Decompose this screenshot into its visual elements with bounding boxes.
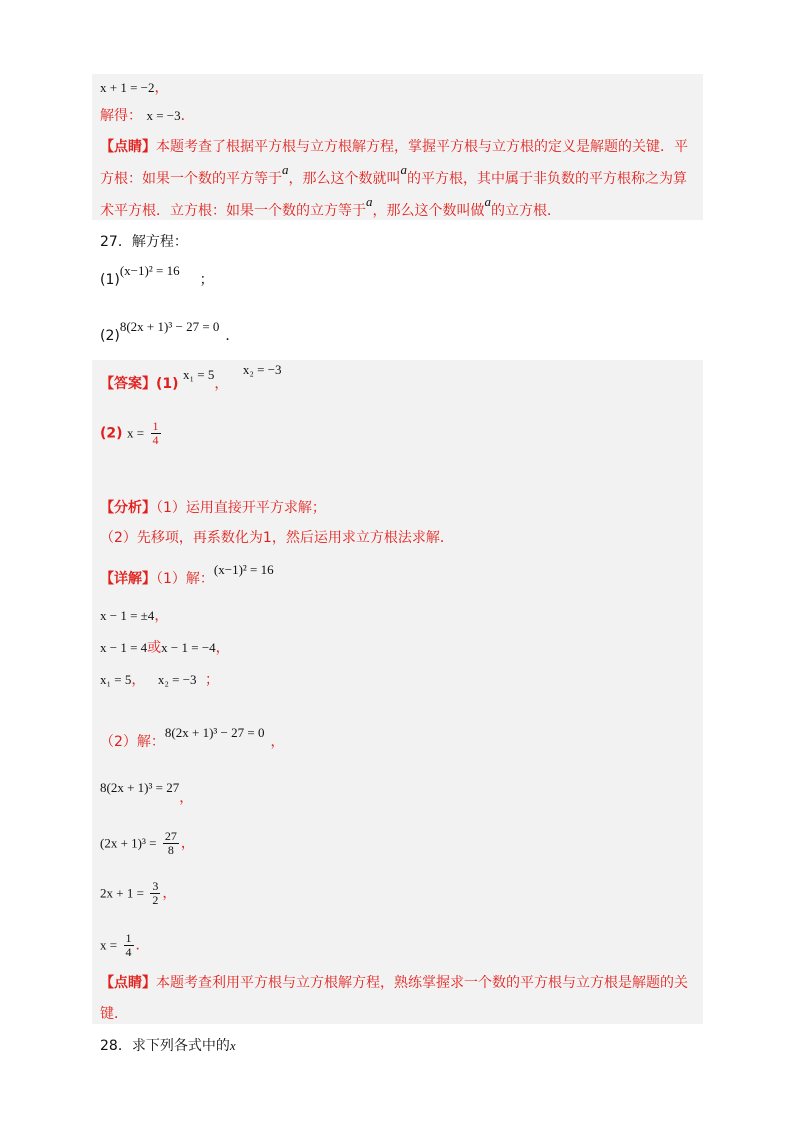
detail-step-1: x − 1 = ±4，: [100, 608, 169, 624]
answer-tag: 【答案】: [100, 376, 156, 392]
detail-part-2: （2）解：8(2x + 1)³ − 27 = 0，: [100, 725, 285, 750]
math-var: a: [484, 194, 491, 209]
math-expression: x₁ = 5: [183, 367, 215, 382]
math-expression: x = −3: [146, 108, 181, 123]
analysis-line-2: （2）先移项，再系数化为1，然后运用求立方根法求解．: [100, 530, 454, 546]
solve-label: 解得：: [100, 108, 142, 124]
fraction: $\frac{1}{4}$: [152, 419, 159, 447]
math-expression: (x−1)² = 16: [213, 562, 274, 577]
problem-27-part2: (2)8(2x + 1)³ − 27 = 0．: [100, 319, 240, 344]
math-var: a: [366, 194, 373, 209]
comment2-line-1: 【点睛】本题考查利用平方根与立方根解方程，熟练掌握求一个数的平方根与立方根是解题的关: [100, 975, 688, 991]
detail-line: 【详解】（1）解：(x−1)² = 16: [100, 562, 274, 587]
detail-part2-step-2: (2x + 1)³ = $\frac{27}{8}$ ，: [100, 829, 195, 857]
analysis-tag: 【分析】: [100, 500, 156, 516]
detail-part2-step-1: 8(2x + 1)³ = 27，: [100, 780, 194, 806]
analysis-line-1: 【分析】（1）运用直接开平方求解；: [100, 500, 326, 516]
comment2-line-2: 键．: [100, 1006, 128, 1022]
math-expression: x =: [127, 425, 145, 441]
math-expression: x + 1 = −2: [100, 80, 155, 95]
problem-27-title: 27．解方程：: [100, 234, 188, 250]
comment-line-1: 【点睛】本题考查了根据平方根与立方根解方程，掌握平方根与立方根的定义是解题的关键．平: [100, 139, 688, 155]
solve-line: 解得： x = −3．: [100, 108, 195, 124]
math-expression: 8(2x + 1)³ − 27 = 0: [164, 725, 265, 740]
detail-step-3: x₁ = 5， x₂ = −3 ；: [100, 672, 219, 688]
math-expression: x₂ = −3: [242, 362, 282, 377]
detail-part2-step-4: x = $\frac{1}{4}$ ．: [100, 931, 150, 959]
problem-27-part1: (1)(x−1)² = 16；: [100, 263, 214, 288]
fraction: $\frac{27}{8}$: [164, 829, 177, 857]
math-expression: (x−1)² = 16: [119, 263, 180, 278]
fraction: $\frac{1}{4}$: [125, 931, 132, 959]
comment-line-2: 方根：如果一个数的平方等于a，那么这个数就叫a的平方根，其中属于非负数的平方根称之为算: [100, 162, 687, 187]
detail-tag: 【详解】: [100, 571, 156, 587]
problem-28-title: 28．求下列各式中的x: [100, 1038, 236, 1054]
comment-tag: 【点睛】: [100, 975, 156, 991]
detail-part2-step-3: 2x + 1 = $\frac{3}{2}$ ，: [100, 879, 177, 907]
answer-line-2: (2) x = $\frac{1}{4}$: [100, 419, 159, 447]
comment-line-3: 术平方根．立方根：如果一个数的立方等于a，那么这个数叫做a的立方根．: [100, 194, 561, 219]
math-var: a: [400, 162, 407, 177]
equation-line: x + 1 = −2，: [100, 80, 169, 96]
comment-tag: 【点睛】: [100, 139, 156, 155]
answer-line-1: 【答案】(1) x₁ = 5， x₂ = −3: [100, 362, 282, 392]
math-var: a: [282, 162, 289, 177]
fraction: $\frac{3}{2}$: [152, 879, 159, 907]
answer-block-shaded: [92, 360, 703, 1024]
detail-step-2: x − 1 = 4或x − 1 = −4，: [100, 640, 230, 656]
math-expression: 8(2x + 1)³ − 27 = 0: [119, 319, 220, 334]
